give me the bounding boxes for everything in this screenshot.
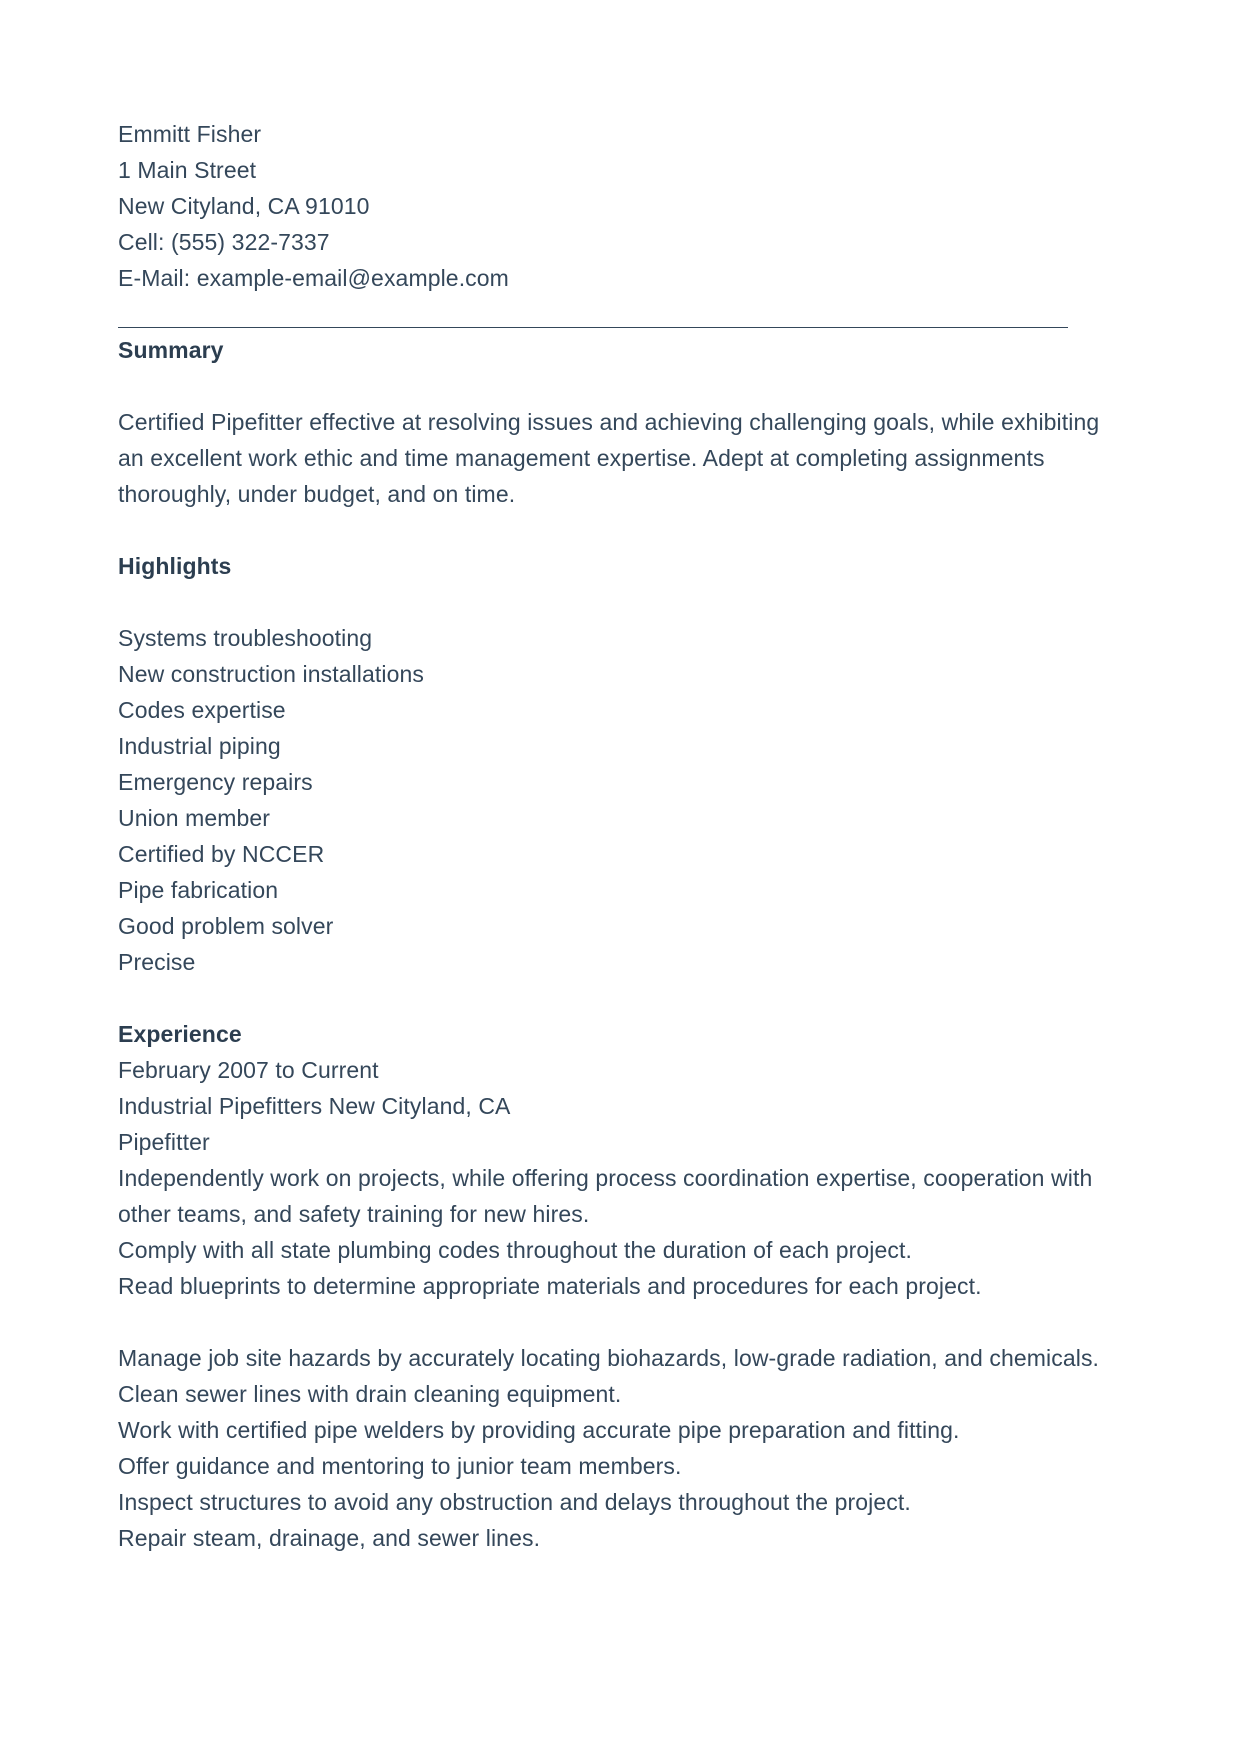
highlight-item: Pipe fabrication bbox=[118, 877, 279, 903]
highlights-section bbox=[118, 548, 1128, 980]
contact-block bbox=[118, 116, 1128, 296]
job-duty: Independently work on projects, while offering process coordination expertise, cooperation with other teams, and safety training for new hires. bbox=[118, 1165, 1093, 1227]
job-duty: Clean sewer lines with drain cleaning equipment. bbox=[118, 1381, 622, 1407]
contact-street: 1 Main Street bbox=[118, 157, 257, 183]
job-duty: Repair steam, drainage, and sewer lines. bbox=[118, 1525, 541, 1551]
highlights-list bbox=[118, 620, 1128, 980]
section-divider bbox=[118, 296, 1128, 332]
summary-section bbox=[118, 332, 1128, 512]
job-duty: Inspect structures to avoid any obstruction and delays throughout the project. bbox=[118, 1489, 911, 1515]
highlight-item: Codes expertise bbox=[118, 697, 286, 723]
highlight-item: Precise bbox=[118, 949, 196, 975]
highlights-heading: Highlights bbox=[118, 553, 232, 579]
spacer bbox=[118, 584, 1128, 620]
summary-text: Certified Pipefitter effective at resolving issues and achieving challenging goals, while exhibiting an excellent work ethic and time management expertise. Adept at completing assignments thoroughly, under budget, and on time. bbox=[118, 409, 1100, 507]
job-duty: Offer guidance and mentoring to junior team members. bbox=[118, 1453, 682, 1479]
contact-city: New Cityland, CA 91010 bbox=[118, 193, 370, 219]
highlight-item: New construction installations bbox=[118, 661, 424, 687]
contact-name: Emmitt Fisher bbox=[118, 121, 262, 147]
highlight-item: Systems troubleshooting bbox=[118, 625, 373, 651]
experience-heading: Experience bbox=[118, 1021, 242, 1047]
job-dates: February 2007 to Current bbox=[118, 1057, 379, 1083]
contact-cell: Cell: (555) 322-7337 bbox=[118, 229, 330, 255]
summary-heading: Summary bbox=[118, 337, 224, 363]
highlight-item: Union member bbox=[118, 805, 271, 831]
highlight-item: Emergency repairs bbox=[118, 769, 313, 795]
resume-document bbox=[118, 116, 1128, 1556]
job-duty: Work with certified pipe welders by providing accurate pipe preparation and fitting. bbox=[118, 1417, 960, 1443]
highlight-item: Industrial piping bbox=[118, 733, 281, 759]
job-duty: Manage job site hazards by accurately locating biohazards, low-grade radiation, and chemicals. bbox=[118, 1345, 1100, 1371]
job-duty: Read blueprints to determine appropriate materials and procedures for each project. bbox=[118, 1273, 982, 1299]
job-title: Pipefitter bbox=[118, 1129, 210, 1155]
spacer bbox=[118, 1304, 1128, 1340]
spacer bbox=[118, 512, 1128, 548]
job-duties-list bbox=[118, 1160, 1128, 1304]
job-company: Industrial Pipefitters New Cityland, CA bbox=[118, 1093, 511, 1119]
highlight-item: Certified by NCCER bbox=[118, 841, 325, 867]
spacer bbox=[118, 980, 1128, 1016]
contact-email: E-Mail: example-email@example.com bbox=[118, 265, 509, 291]
spacer bbox=[118, 368, 1128, 404]
job-duties-list bbox=[118, 1340, 1128, 1556]
job-duty: Comply with all state plumbing codes throughout the duration of each project. bbox=[118, 1237, 912, 1263]
highlight-item: Good problem solver bbox=[118, 913, 334, 939]
experience-section bbox=[118, 1016, 1128, 1556]
